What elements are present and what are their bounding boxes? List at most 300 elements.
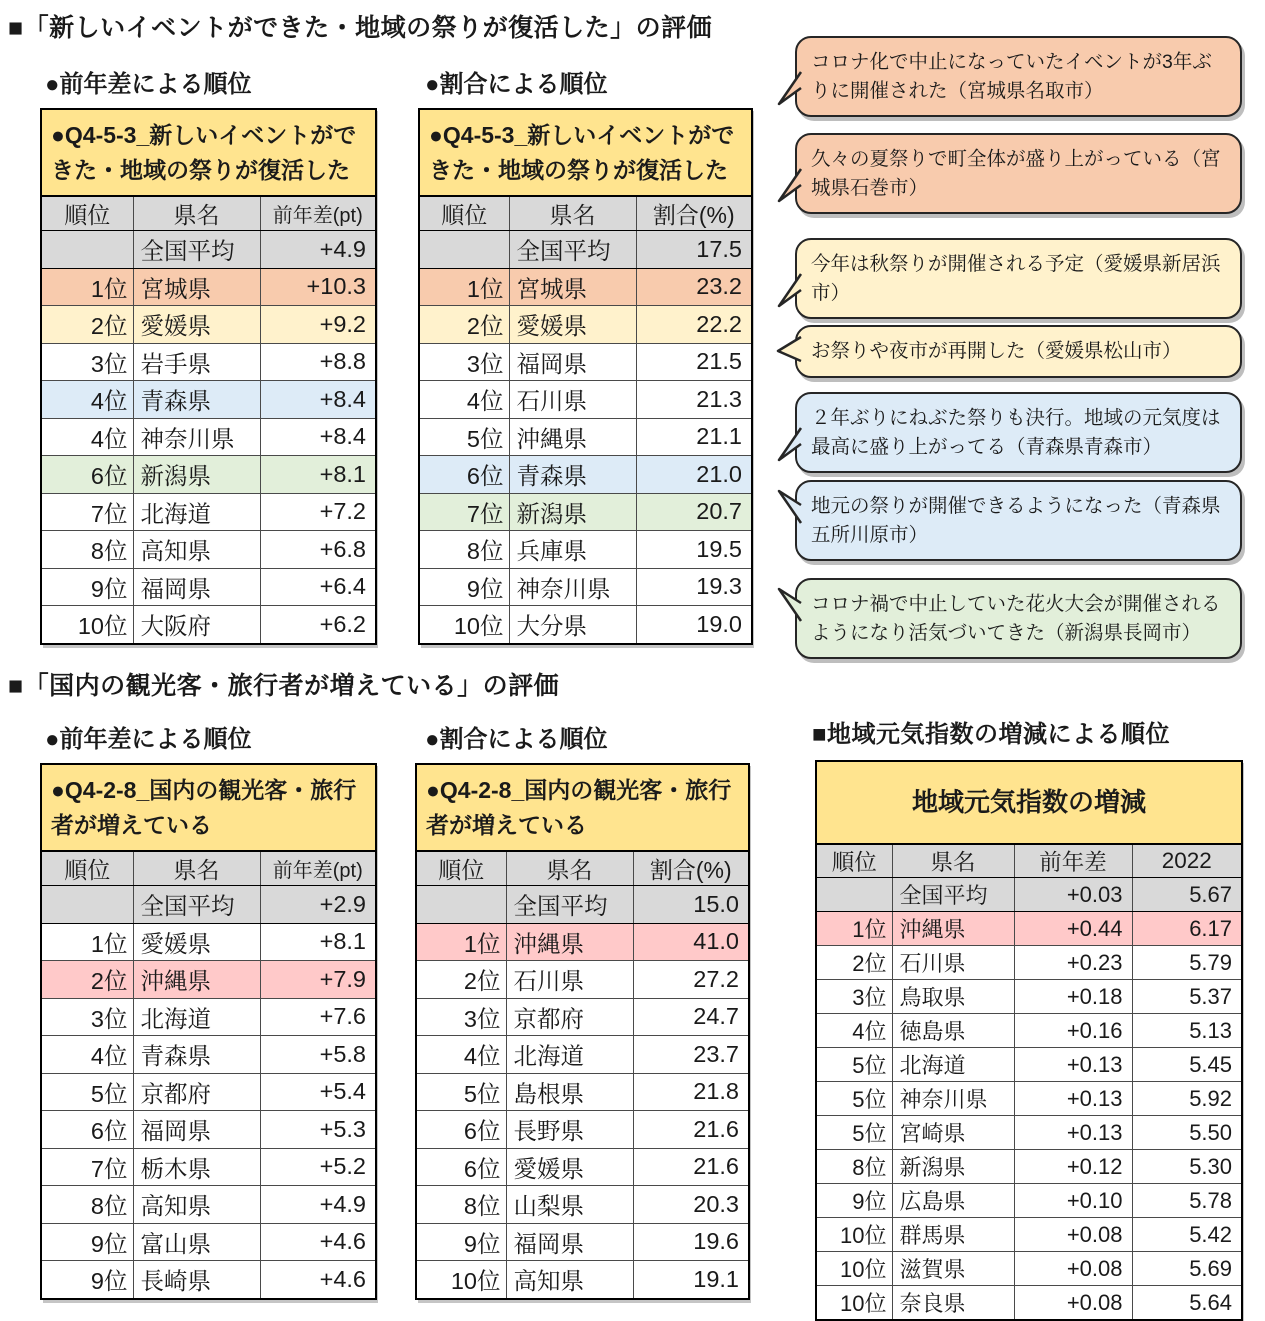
value-cell: +7.2 — [260, 493, 376, 531]
table-row — [41, 268, 376, 306]
ranking-table — [40, 763, 377, 1300]
table-row — [41, 306, 376, 344]
value-cell: 23.7 — [633, 1036, 749, 1074]
rank-cell: 9位 — [816, 1184, 892, 1218]
table-row — [41, 961, 376, 999]
rank-cell: 6位 — [41, 456, 133, 494]
table-row — [416, 1261, 749, 1299]
column-header: 順位 — [416, 851, 506, 886]
value-cell: +0.12 — [1014, 1150, 1132, 1184]
table-row — [41, 1223, 376, 1261]
rank-cell: 4位 — [41, 418, 133, 456]
rank-cell: 1位 — [816, 912, 892, 946]
value-cell: 5.67 — [1132, 878, 1242, 912]
table-row — [41, 1111, 376, 1149]
table-row — [41, 998, 376, 1036]
prefecture-cell: 神奈川県 — [133, 418, 260, 456]
rank-cell: 9位 — [41, 1261, 133, 1299]
value-cell: +4.6 — [260, 1223, 376, 1261]
column-header-row — [419, 196, 752, 231]
value-cell: 21.0 — [636, 456, 752, 494]
column-header: 2022 — [1132, 844, 1242, 878]
table-row — [41, 886, 376, 924]
prefecture-cell: 福岡県 — [133, 568, 260, 606]
value-cell: +10.3 — [260, 268, 376, 306]
value-cell: 19.5 — [636, 531, 752, 569]
bubble-tail-icon — [775, 490, 803, 524]
rank-cell: 9位 — [416, 1223, 506, 1261]
prefecture-cell: 愛媛県 — [133, 923, 260, 961]
value-cell: 5.69 — [1132, 1252, 1242, 1286]
rank-cell: 8位 — [419, 531, 509, 569]
subtitle-events-by-diff: ●前年差による順位 — [45, 71, 252, 98]
table-row — [419, 381, 752, 419]
bubble-tail-icon — [775, 334, 803, 368]
rank-cell: 8位 — [41, 1186, 133, 1224]
bubble-tail-icon — [775, 273, 803, 307]
value-cell: 23.2 — [636, 268, 752, 306]
value-cell: +4.9 — [260, 1186, 376, 1224]
rank-cell: 3位 — [816, 980, 892, 1014]
value-cell: 19.3 — [636, 568, 752, 606]
comment-text: 今年は秋祭りが開催される予定（愛媛県新居浜市） — [811, 253, 1221, 304]
prefecture-cell: 京都府 — [506, 998, 633, 1036]
prefecture-cell: 福岡県 — [133, 1111, 260, 1149]
value-cell: +5.2 — [260, 1148, 376, 1186]
prefecture-cell: 鳥取県 — [892, 980, 1014, 1014]
value-cell: 21.1 — [636, 418, 752, 456]
rank-cell: 3位 — [416, 998, 506, 1036]
rank-cell: 10位 — [816, 1218, 892, 1252]
rank-cell: 7位 — [41, 493, 133, 531]
value-cell: 5.92 — [1132, 1082, 1242, 1116]
comment-text: コロナ化で中止になっていたイベントが3年ぶりに開催された（宮城県名取市） — [811, 51, 1212, 102]
prefecture-cell: 高知県 — [133, 531, 260, 569]
rank-cell: 9位 — [41, 1223, 133, 1261]
rank-cell: 2位 — [419, 306, 509, 344]
prefecture-cell: 石川県 — [892, 946, 1014, 980]
rank-cell: 8位 — [41, 531, 133, 569]
ranking-table — [40, 108, 377, 645]
table-row — [41, 531, 376, 569]
table-tourists-by-ratio — [415, 763, 748, 1300]
rank-cell — [41, 886, 133, 924]
prefecture-cell: 青森県 — [509, 456, 636, 494]
rank-cell — [416, 886, 506, 924]
rank-cell: 6位 — [419, 456, 509, 494]
table-row — [41, 343, 376, 381]
value-cell: 5.78 — [1132, 1184, 1242, 1218]
prefecture-cell: 全国平均 — [133, 231, 260, 269]
table-row — [419, 418, 752, 456]
table-row — [419, 531, 752, 569]
table-row — [41, 493, 376, 531]
table-row — [416, 1073, 749, 1111]
value-cell: +8.4 — [260, 418, 376, 456]
table-row — [416, 1111, 749, 1149]
value-cell: 19.0 — [636, 606, 752, 644]
value-cell: +2.9 — [260, 886, 376, 924]
table-row — [419, 493, 752, 531]
subtitle-tourists-by-ratio: ●割合による順位 — [425, 726, 608, 753]
table-row — [41, 923, 376, 961]
table-row — [416, 1186, 749, 1224]
column-header: 県名 — [892, 844, 1014, 878]
value-cell: 5.30 — [1132, 1150, 1242, 1184]
prefecture-cell: 長野県 — [506, 1111, 633, 1149]
value-cell: 5.79 — [1132, 946, 1242, 980]
rank-cell: 5位 — [816, 1082, 892, 1116]
value-cell: 5.37 — [1132, 980, 1242, 1014]
table-row — [816, 1082, 1242, 1116]
table-events-by-diff — [40, 108, 375, 645]
section2-heading: ■「国内の観光客・旅行者が増えている」の評価 — [8, 672, 560, 700]
table-title: 地域元気指数の増減 — [816, 761, 1242, 844]
value-cell: 19.1 — [633, 1261, 749, 1299]
comment-text: ２年ぶりにねぶた祭りも決行。地域の元気度は最高に盛り上がってる（青森県青森市） — [811, 407, 1221, 458]
prefecture-cell: 神奈川県 — [892, 1082, 1014, 1116]
prefecture-cell: 全国平均 — [133, 886, 260, 924]
value-cell: +4.9 — [260, 231, 376, 269]
table-row — [816, 912, 1242, 946]
table-row — [816, 878, 1242, 912]
prefecture-cell: 神奈川県 — [509, 568, 636, 606]
table-events-by-ratio — [418, 108, 751, 645]
value-cell: +8.1 — [260, 456, 376, 494]
value-cell: 5.50 — [1132, 1116, 1242, 1150]
prefecture-cell: 高知県 — [506, 1261, 633, 1299]
table-row — [41, 1036, 376, 1074]
value-cell: +8.4 — [260, 381, 376, 419]
rank-cell — [816, 878, 892, 912]
value-cell: +7.9 — [260, 961, 376, 999]
comment-bubble-ehime-matsuyama — [795, 325, 1242, 378]
column-header: 前年差(pt) — [260, 196, 376, 231]
rank-cell: 5位 — [816, 1048, 892, 1082]
table-row — [419, 268, 752, 306]
rank-cell: 6位 — [416, 1148, 506, 1186]
bubble-tail-icon — [775, 588, 803, 622]
prefecture-cell: 滋賀県 — [892, 1252, 1014, 1286]
value-cell: +8.8 — [260, 343, 376, 381]
table-row — [41, 1261, 376, 1299]
value-cell: +6.4 — [260, 568, 376, 606]
prefecture-cell: 北海道 — [133, 493, 260, 531]
table-tourists-by-diff — [40, 763, 375, 1300]
prefecture-cell: 新潟県 — [133, 456, 260, 494]
table-row — [419, 343, 752, 381]
value-cell: +0.08 — [1014, 1286, 1132, 1321]
bubble-tail-icon — [775, 71, 803, 105]
table-row — [816, 980, 1242, 1014]
table-row — [419, 456, 752, 494]
rank-cell: 2位 — [41, 961, 133, 999]
prefecture-cell: 福岡県 — [506, 1223, 633, 1261]
table-row — [419, 306, 752, 344]
rank-cell: 10位 — [816, 1286, 892, 1321]
rank-cell: 7位 — [419, 493, 509, 531]
value-cell: 21.6 — [633, 1148, 749, 1186]
value-cell: +0.13 — [1014, 1116, 1132, 1150]
prefecture-cell: 沖縄県 — [506, 923, 633, 961]
table-row — [41, 381, 376, 419]
prefecture-cell: 兵庫県 — [509, 531, 636, 569]
table-title: ●Q4-2-8_国内の観光客・旅行者が増えている — [416, 764, 749, 851]
subtitle-tourists-by-diff: ●前年差による順位 — [45, 726, 252, 753]
value-cell: 19.6 — [633, 1223, 749, 1261]
rank-cell: 10位 — [416, 1261, 506, 1299]
value-cell: 27.2 — [633, 961, 749, 999]
column-header-row — [816, 844, 1242, 878]
prefecture-cell: 愛媛県 — [133, 306, 260, 344]
table-row — [816, 946, 1242, 980]
table-row — [416, 1148, 749, 1186]
rank-cell: 9位 — [41, 568, 133, 606]
value-cell: 21.5 — [636, 343, 752, 381]
comment-bubble-miyagi-natori — [795, 36, 1242, 117]
value-cell: +0.13 — [1014, 1048, 1132, 1082]
prefecture-cell: 青森県 — [133, 1036, 260, 1074]
table-title: ●Q4-5-3_新しいイベントができた・地域の祭りが復活した — [41, 109, 376, 196]
prefecture-cell: 山梨県 — [506, 1186, 633, 1224]
comment-text: 久々の夏祭りで町全体が盛り上がっている（宮城県石巻市） — [811, 148, 1221, 199]
table-row — [416, 1036, 749, 1074]
prefecture-cell: 全国平均 — [892, 878, 1014, 912]
value-cell: +0.18 — [1014, 980, 1132, 1014]
rank-cell: 10位 — [816, 1252, 892, 1286]
table-title: ●Q4-2-8_国内の観光客・旅行者が増えている — [41, 764, 376, 851]
rank-cell: 3位 — [41, 343, 133, 381]
table-row — [816, 1184, 1242, 1218]
prefecture-cell: 長崎県 — [133, 1261, 260, 1299]
value-cell: 21.8 — [633, 1073, 749, 1111]
column-header: 県名 — [133, 196, 260, 231]
prefecture-cell: 富山県 — [133, 1223, 260, 1261]
table-row — [416, 1223, 749, 1261]
table-row — [41, 1186, 376, 1224]
prefecture-cell: 全国平均 — [509, 231, 636, 269]
value-cell: 15.0 — [633, 886, 749, 924]
column-header: 県名 — [509, 196, 636, 231]
prefecture-cell: 福岡県 — [509, 343, 636, 381]
column-header: 県名 — [133, 851, 260, 886]
prefecture-cell: 徳島県 — [892, 1014, 1014, 1048]
table-row — [41, 568, 376, 606]
column-header-row — [416, 851, 749, 886]
table-row — [41, 418, 376, 456]
rank-cell: 1位 — [416, 923, 506, 961]
value-cell: +6.8 — [260, 531, 376, 569]
value-cell: +6.2 — [260, 606, 376, 644]
table-row — [416, 998, 749, 1036]
rank-cell: 2位 — [816, 946, 892, 980]
value-cell: 24.7 — [633, 998, 749, 1036]
comment-text: 地元の祭りが開催できるようになった（青森県五所川原市） — [811, 495, 1221, 546]
prefecture-cell: 京都府 — [133, 1073, 260, 1111]
prefecture-cell: 青森県 — [133, 381, 260, 419]
prefecture-cell: 大阪府 — [133, 606, 260, 644]
column-header: 順位 — [419, 196, 509, 231]
comment-bubble-aomori-goshogawara — [795, 480, 1242, 561]
comment-text: お祭りや夜市が再開した（愛媛県松山市） — [811, 340, 1182, 362]
table-row — [416, 961, 749, 999]
column-header: 順位 — [41, 851, 133, 886]
table-row — [816, 1252, 1242, 1286]
ranking-table — [415, 763, 750, 1300]
table-row — [41, 1148, 376, 1186]
prefecture-cell: 宮城県 — [509, 268, 636, 306]
value-cell: 5.64 — [1132, 1286, 1242, 1321]
prefecture-cell: 沖縄県 — [133, 961, 260, 999]
value-cell: +0.13 — [1014, 1082, 1132, 1116]
value-cell: +0.23 — [1014, 946, 1132, 980]
table-row — [419, 606, 752, 644]
table-title: ●Q4-5-3_新しいイベントができた・地域の祭りが復活した — [419, 109, 752, 196]
table-row — [41, 456, 376, 494]
rank-cell: 6位 — [416, 1111, 506, 1149]
table-row — [41, 231, 376, 269]
value-cell: 21.3 — [636, 381, 752, 419]
rank-cell: 9位 — [419, 568, 509, 606]
value-cell: +0.16 — [1014, 1014, 1132, 1048]
value-cell: +5.8 — [260, 1036, 376, 1074]
column-header-row — [41, 196, 376, 231]
rank-cell: 4位 — [41, 1036, 133, 1074]
rank-cell: 2位 — [416, 961, 506, 999]
prefecture-cell: 北海道 — [133, 998, 260, 1036]
value-cell: 22.2 — [636, 306, 752, 344]
prefecture-cell: 沖縄県 — [509, 418, 636, 456]
bubble-tail-icon — [775, 168, 803, 202]
table-row — [41, 1073, 376, 1111]
table-row — [816, 1048, 1242, 1082]
prefecture-cell: 大分県 — [509, 606, 636, 644]
rank-cell: 6位 — [41, 1111, 133, 1149]
value-cell: 5.13 — [1132, 1014, 1242, 1048]
comment-text: コロナ禍で中止していた花火大会が開催されるようになり活気づいてきた（新潟県長岡市） — [811, 593, 1221, 644]
rank-cell: 4位 — [816, 1014, 892, 1048]
prefecture-cell: 石川県 — [506, 961, 633, 999]
column-header-row — [41, 851, 376, 886]
rank-cell: 3位 — [419, 343, 509, 381]
prefecture-cell: 奈良県 — [892, 1286, 1014, 1321]
rank-cell: 5位 — [419, 418, 509, 456]
value-cell: +5.3 — [260, 1111, 376, 1149]
value-cell: +0.08 — [1014, 1252, 1132, 1286]
table-row — [416, 886, 749, 924]
rank-cell: 10位 — [41, 606, 133, 644]
table-row — [41, 606, 376, 644]
rank-cell: 5位 — [816, 1116, 892, 1150]
bubble-tail-icon — [775, 427, 803, 461]
table-vitality-index — [815, 760, 1241, 1321]
value-cell: 21.6 — [633, 1111, 749, 1149]
rank-cell: 2位 — [41, 306, 133, 344]
value-cell: +7.6 — [260, 998, 376, 1036]
subtitle-events-by-ratio: ●割合による順位 — [425, 71, 608, 98]
table-row — [419, 231, 752, 269]
column-header: 割合(%) — [636, 196, 752, 231]
rank-cell: 8位 — [816, 1150, 892, 1184]
prefecture-cell: 岩手県 — [133, 343, 260, 381]
ranking-table — [815, 760, 1243, 1321]
prefecture-cell: 新潟県 — [509, 493, 636, 531]
value-cell: +0.44 — [1014, 912, 1132, 946]
rank-cell — [41, 231, 133, 269]
value-cell: +0.08 — [1014, 1218, 1132, 1252]
column-header: 割合(%) — [633, 851, 749, 886]
rank-cell: 5位 — [41, 1073, 133, 1111]
prefecture-cell: 北海道 — [506, 1036, 633, 1074]
column-header: 順位 — [816, 844, 892, 878]
subtitle-vitality-index: ■地域元気指数の増減による順位 — [812, 721, 1170, 748]
value-cell: 6.17 — [1132, 912, 1242, 946]
column-header: 前年差(pt) — [260, 851, 376, 886]
prefecture-cell: 宮城県 — [133, 268, 260, 306]
prefecture-cell: 新潟県 — [892, 1150, 1014, 1184]
comment-bubble-aomori-aomori — [795, 392, 1242, 473]
prefecture-cell: 全国平均 — [506, 886, 633, 924]
prefecture-cell: 群馬県 — [892, 1218, 1014, 1252]
value-cell: 5.45 — [1132, 1048, 1242, 1082]
value-cell: 20.7 — [636, 493, 752, 531]
value-cell: 20.3 — [633, 1186, 749, 1224]
column-header: 順位 — [41, 196, 133, 231]
value-cell: 5.42 — [1132, 1218, 1242, 1252]
prefecture-cell: 広島県 — [892, 1184, 1014, 1218]
column-header: 県名 — [506, 851, 633, 886]
table-row — [419, 568, 752, 606]
table-row — [816, 1218, 1242, 1252]
rank-cell: 1位 — [419, 268, 509, 306]
ranking-table — [418, 108, 753, 645]
section1-heading: ■「新しいイベントができた・地域の祭りが復活した」の評価 — [8, 14, 713, 42]
value-cell: +4.6 — [260, 1261, 376, 1299]
value-cell: +8.1 — [260, 923, 376, 961]
prefecture-cell: 島根県 — [506, 1073, 633, 1111]
rank-cell — [419, 231, 509, 269]
rank-cell: 4位 — [41, 381, 133, 419]
rank-cell: 8位 — [416, 1186, 506, 1224]
prefecture-cell: 高知県 — [133, 1186, 260, 1224]
table-row — [816, 1014, 1242, 1048]
rank-cell: 1位 — [41, 923, 133, 961]
table-row — [816, 1286, 1242, 1321]
value-cell: 17.5 — [636, 231, 752, 269]
prefecture-cell: 宮崎県 — [892, 1116, 1014, 1150]
value-cell: 41.0 — [633, 923, 749, 961]
prefecture-cell: 愛媛県 — [506, 1148, 633, 1186]
rank-cell: 10位 — [419, 606, 509, 644]
comment-bubble-ehime-niihama — [795, 238, 1242, 319]
rank-cell: 4位 — [419, 381, 509, 419]
value-cell: +0.03 — [1014, 878, 1132, 912]
comment-bubble-miyagi-ishinomaki — [795, 133, 1242, 214]
value-cell: +5.4 — [260, 1073, 376, 1111]
column-header: 前年差 — [1014, 844, 1132, 878]
table-row — [816, 1116, 1242, 1150]
comment-bubble-niigata-nagaoka — [795, 578, 1242, 659]
prefecture-cell: 愛媛県 — [509, 306, 636, 344]
table-row — [416, 923, 749, 961]
rank-cell: 1位 — [41, 268, 133, 306]
prefecture-cell: 北海道 — [892, 1048, 1014, 1082]
rank-cell: 5位 — [416, 1073, 506, 1111]
rank-cell: 4位 — [416, 1036, 506, 1074]
prefecture-cell: 沖縄県 — [892, 912, 1014, 946]
rank-cell: 3位 — [41, 998, 133, 1036]
table-row — [816, 1150, 1242, 1184]
